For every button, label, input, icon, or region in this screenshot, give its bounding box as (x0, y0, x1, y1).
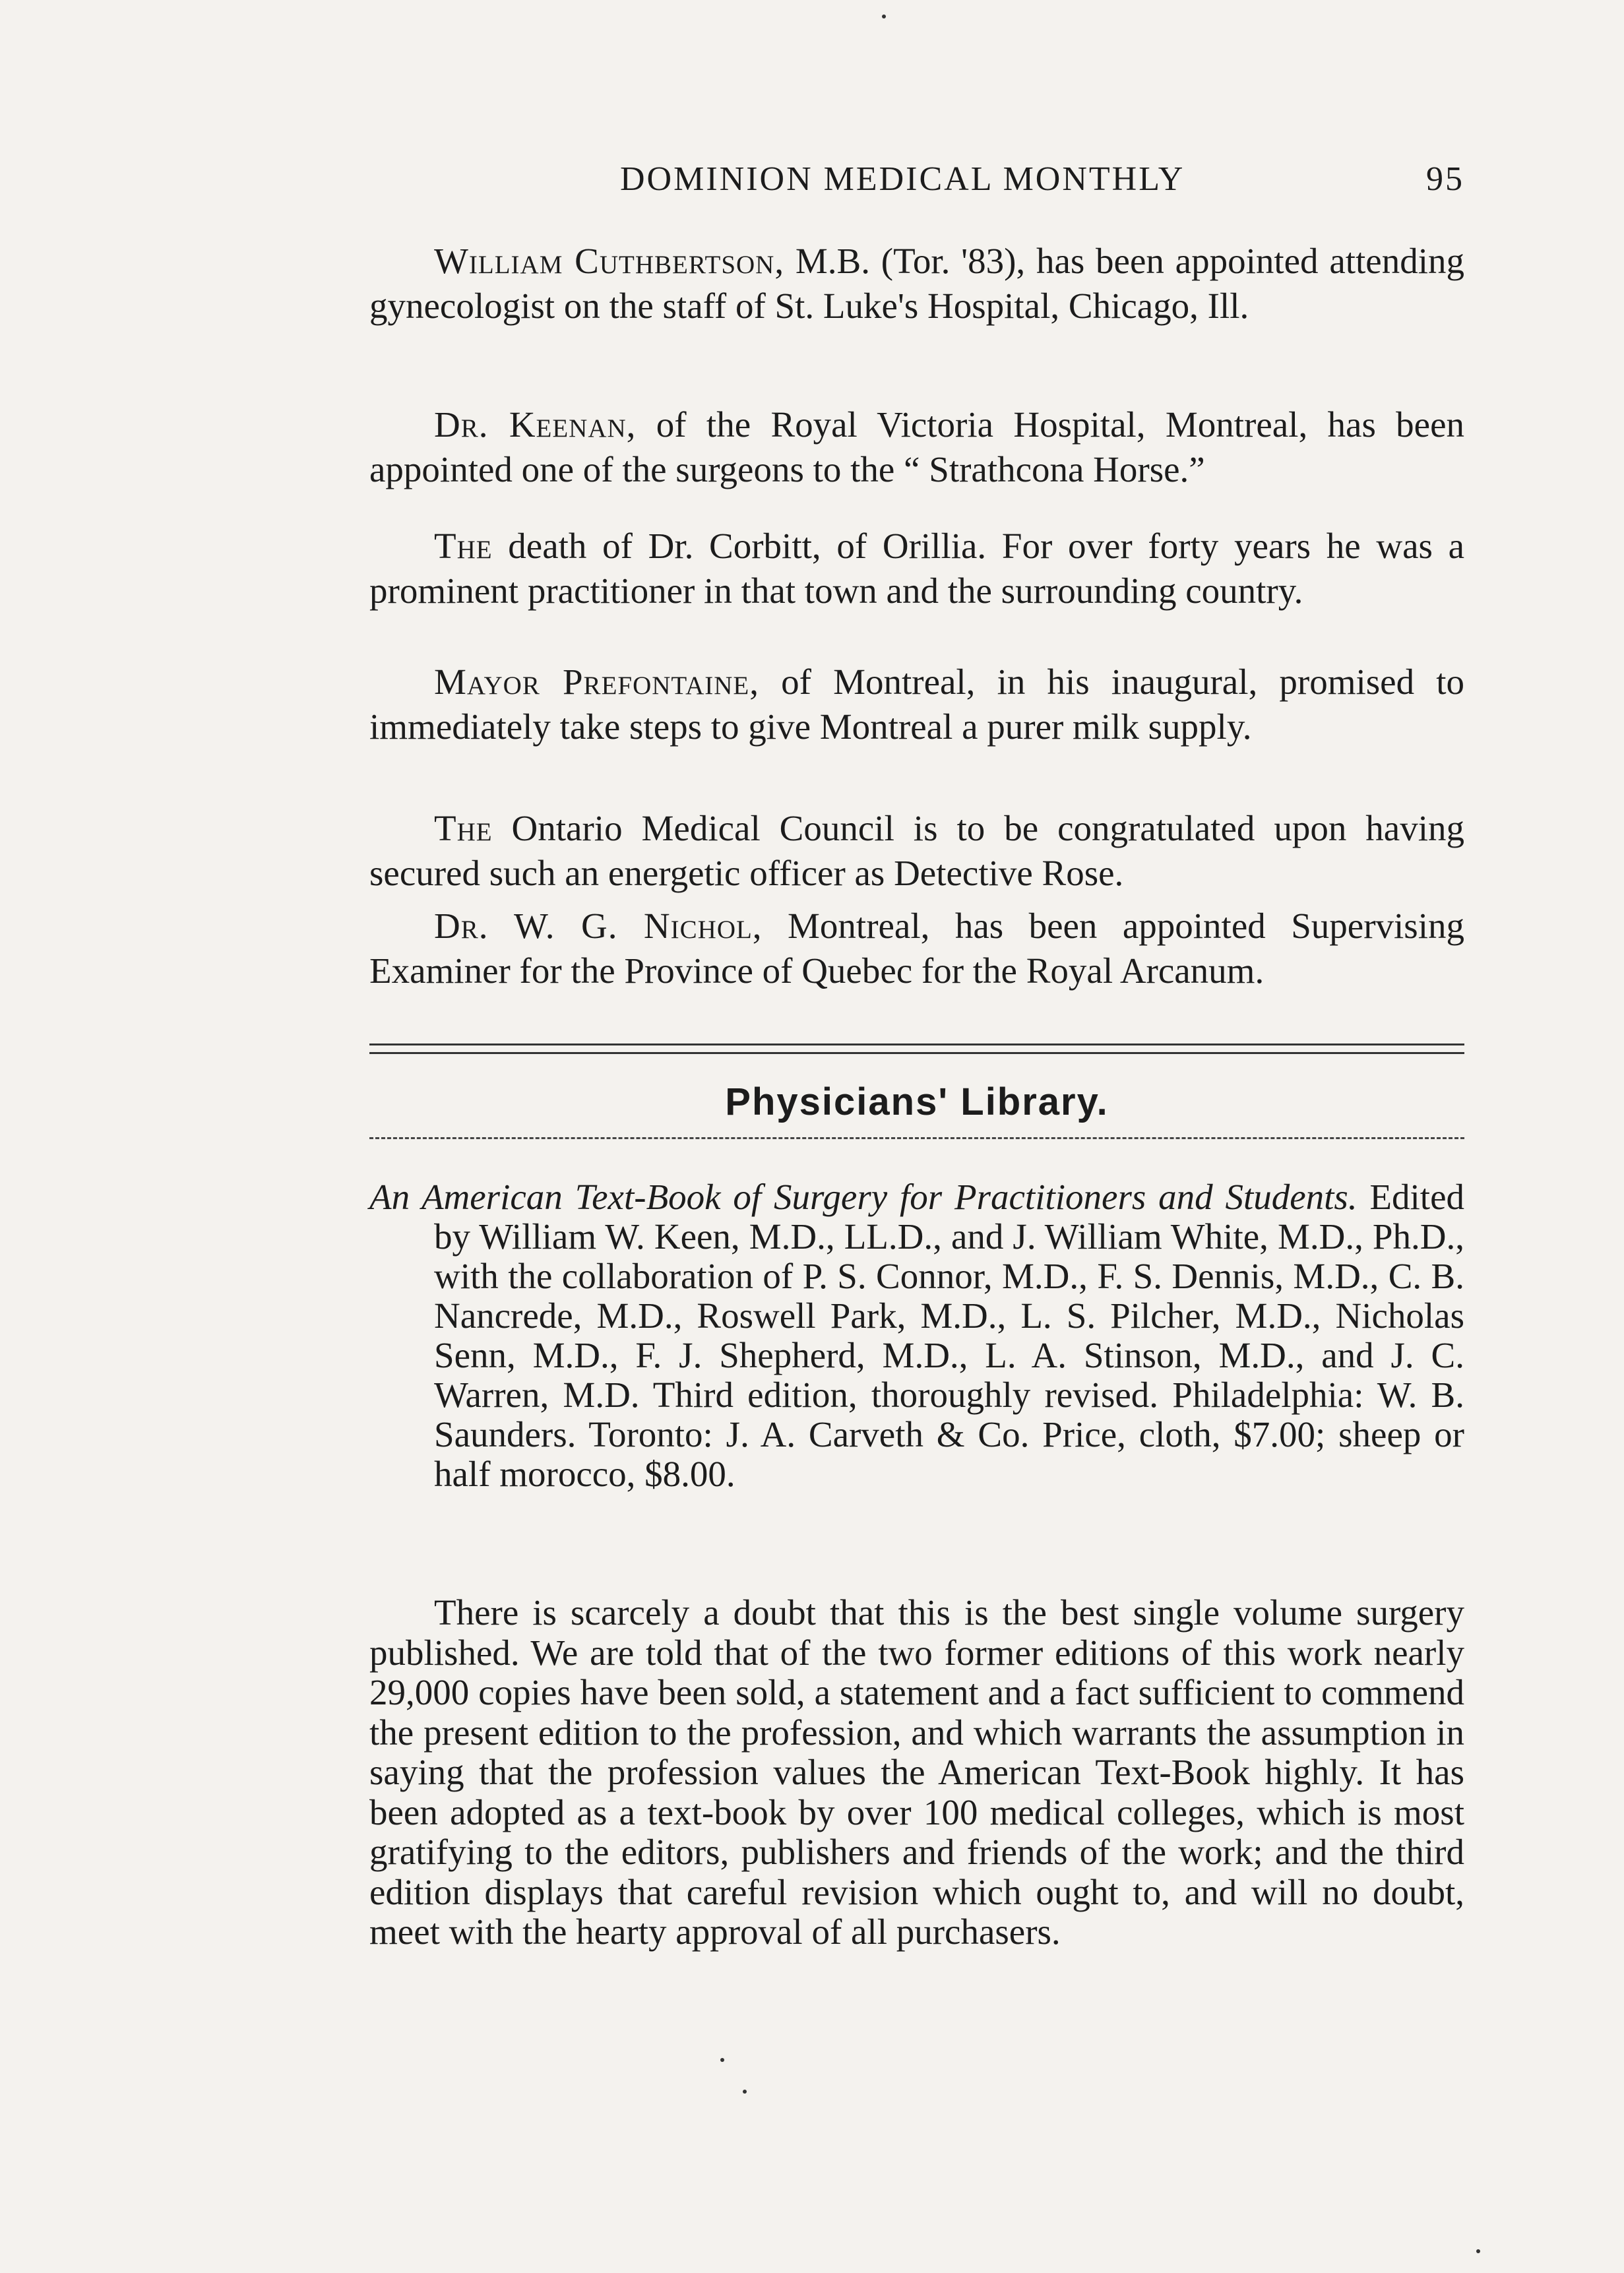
note-lead: Mayor Prefontaine, (434, 662, 759, 702)
print-speck (882, 15, 886, 18)
journal-title: DOMINION MEDICAL MONTHLY (620, 160, 1185, 198)
news-note-1 (369, 239, 1464, 328)
news-note-4 (369, 660, 1464, 749)
note-lead: The (434, 526, 493, 566)
news-note-2 (369, 402, 1464, 492)
news-note-5 (369, 806, 1464, 896)
note-lead: The (434, 808, 493, 848)
news-note-3 (369, 524, 1464, 613)
print-speck (720, 2058, 724, 2062)
section-rule-top (369, 1043, 1464, 1054)
note-text: of the Royal Victoria Hospital, Montreal, has been appointed one of the surgeons to the “ Strathcona Horse.” (369, 404, 1464, 489)
book-review (369, 1593, 1464, 1952)
book-details: Edited by William W. Keen, M.D., LL.D., and J. William White, M.D., Ph.D., with the collaboration of P. S. Connor, M.D., F. S. Dennis, M.D., C. B. Nancrede, M.D., Roswell Park, M.D., L. S. Pilcher, M.D., Nicholas Senn, M.D., F. J. Shepherd, M.D., L. A. Stinson, M.D., and J. C. Warren, M.D. Third edition, thoroughly revised. Philadelphia: W. B. Saunders. Toronto: J. A. Carveth & Co. Price, cloth, $7.00; sheep or half morocco, $8.00. (434, 1177, 1464, 1494)
print-speck (743, 2090, 747, 2094)
section-rule-bottom (369, 1137, 1464, 1139)
note-lead: Dr. Keenan, (434, 404, 637, 445)
note-lead: William Cuthbertson, (434, 241, 785, 281)
book-entry (369, 1177, 1464, 1494)
note-lead: Dr. W. G. Nichol, (434, 906, 763, 946)
note-text: M.B. (Tor. '83), has been appointed attending gynecologist on the staff of St. Luke's Hospital, Chicago, Ill. (369, 241, 1465, 326)
note-text: of Montreal, in his inaugural, promised to immediately take steps to give Montreal a purer milk supply. (369, 662, 1464, 747)
note-text: Montreal, has been appointed Supervising Examiner for the Province of Quebec for the Royal Arcanum. (369, 906, 1464, 991)
page-number: 95 (1426, 160, 1464, 198)
note-text: death of Dr. Corbitt, of Orillia. For over forty years he was a prominent practitioner in that town and the surrounding country. (369, 526, 1464, 611)
note-text: Ontario Medical Council is to be congratulated upon having secured such an energetic officer as Detective Rose. (369, 808, 1464, 893)
book-title: An American Text-Book of Surgery for Practitioners and Students. (369, 1177, 1358, 1217)
news-note-6 (369, 904, 1464, 993)
review-paragraph: There is scarcely a doubt that this is the best single volume surgery published. We are told that of the two former editions of this work nearly 29,000 copies have been sold, a statement and a fact sufficient to commend the present edition to the profession, and which warrants the assumption in saying that the profession values the American Text-Book highly. It has been adopted as a text-book by over 100 medical colleges, which is most gratifying to the editors, publishers and friends of the work; and the third edition displays that careful revision which ought to, and will no doubt, meet with the hearty approval of all purchasers. (369, 1592, 1464, 1952)
print-speck (1476, 2249, 1480, 2253)
section-title: Physicians' Library. (725, 1080, 1109, 1123)
